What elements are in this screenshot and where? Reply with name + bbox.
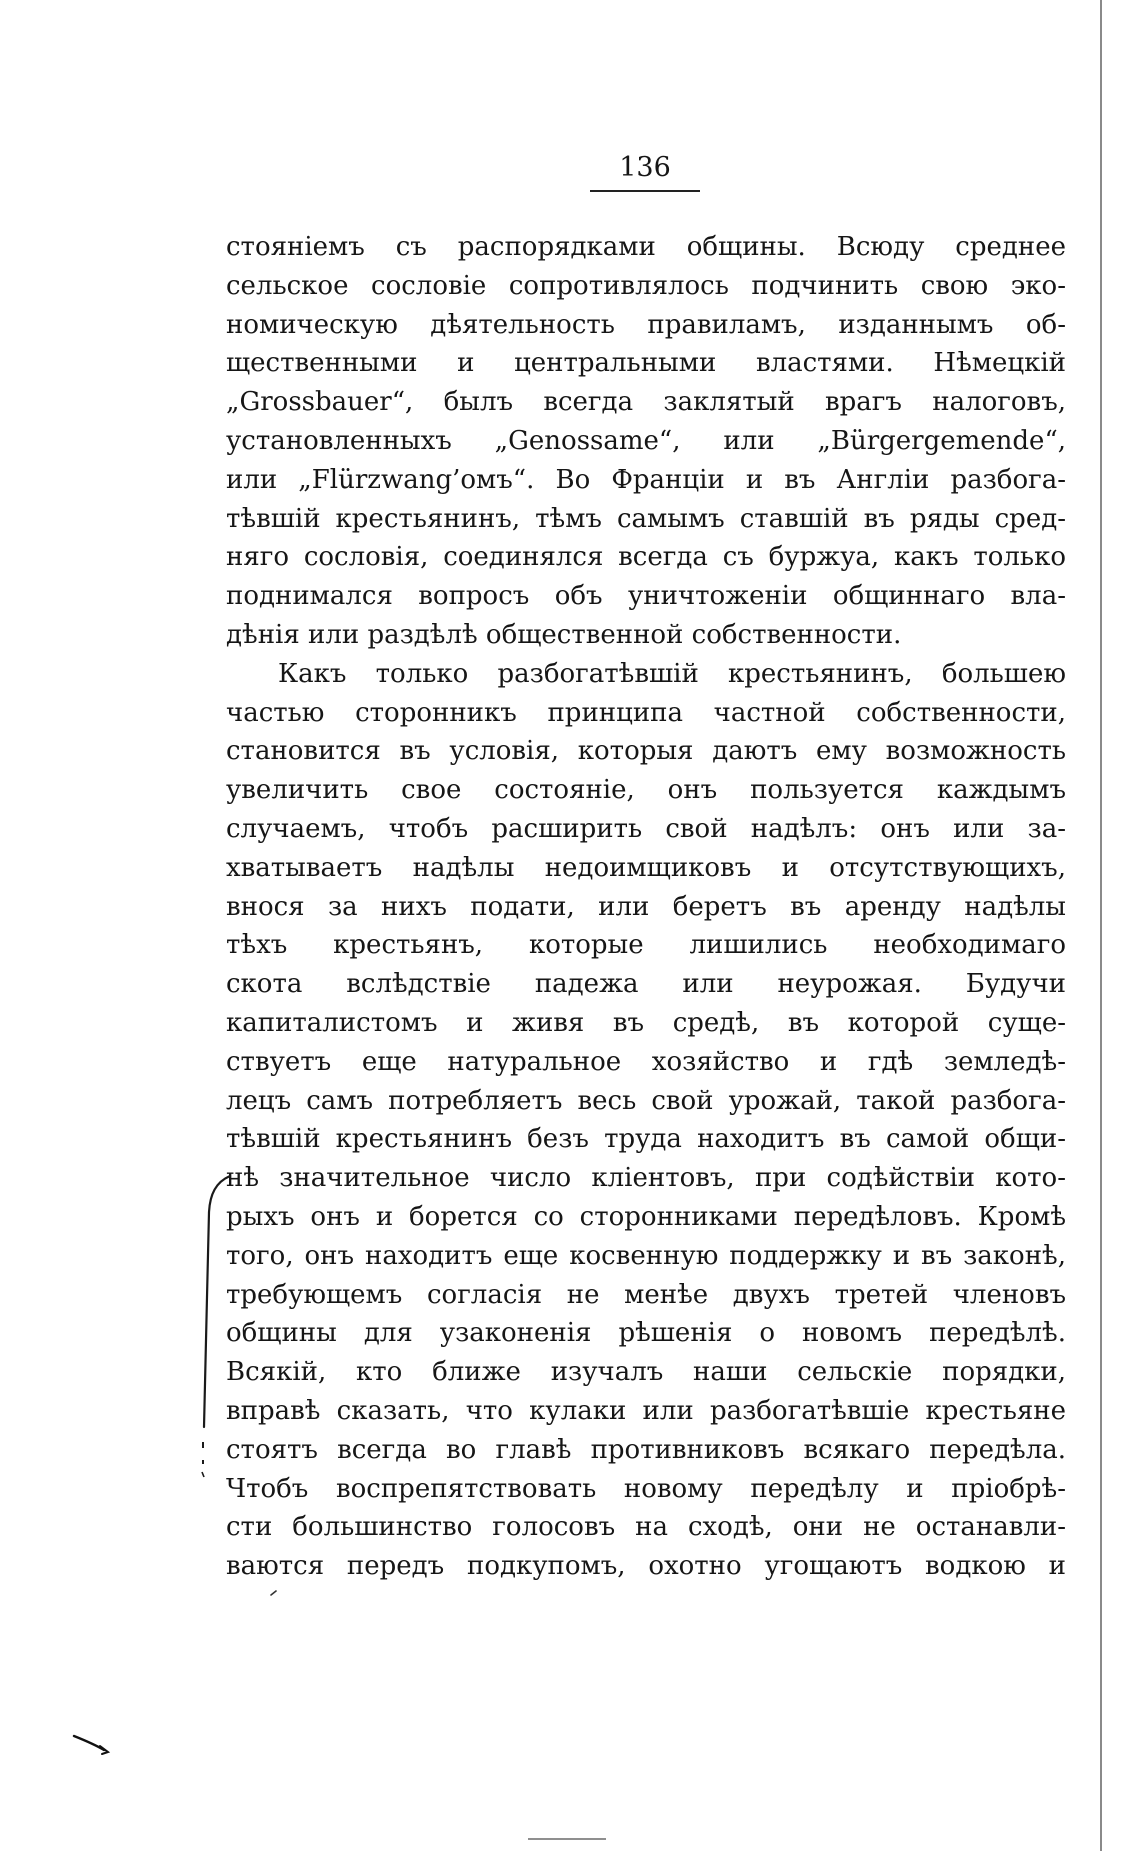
text-line: внося за нихъ подати, или беретъ въ аренду надѣлы: [226, 891, 1066, 922]
text-line: того, онъ находитъ еще косвенную поддержку и въ законѣ,: [226, 1240, 1066, 1271]
body-text: [226, 228, 1066, 1586]
text-line: установленныхъ „Genossame“, или „Bürgergemende“,: [226, 425, 1066, 456]
text-line: Всякій, кто ближе изучалъ наши сельскіе порядки,: [226, 1357, 1066, 1388]
text-line: или „Flürzwang’омъ“. Во Франціи и въ Англіи разбога-: [226, 464, 1066, 495]
text-line: случаемъ, чтобъ расширить свой надѣлъ: онъ или за-: [226, 813, 1066, 844]
text-line: „Grossbauer“, былъ всегда заклятый врагъ налоговъ,: [226, 387, 1066, 418]
text-line: лецъ самъ потребляетъ весь свой урожай, такой разбога-: [226, 1085, 1066, 1116]
text-line: требующемъ согласія не менѣе двухъ третей членовъ: [226, 1279, 1066, 1310]
text-line: сельское сословіе сопротивлялось подчинить свою эко-: [226, 270, 1066, 301]
page-edge-line: [1100, 0, 1102, 1851]
text-line: хватываетъ надѣлы недоимщиковъ и отсутствующихъ,: [226, 852, 1066, 883]
margin-bracket-mark: [194, 1172, 234, 1482]
text-line: сти большинство голосовъ на сходѣ, они не останавли-: [226, 1512, 1066, 1543]
text-line: Чтобъ воспрепятствовать новому передѣлу и пріобрѣ-: [226, 1473, 1066, 1504]
text-line: общины для узаконенія рѣшенія о новомъ передѣлѣ.: [226, 1318, 1066, 1349]
text-line: капиталистомъ и живя въ средѣ, въ которой суще-: [226, 1007, 1066, 1038]
footer-rule: [528, 1838, 606, 1840]
text-line: тѣвшій крестьянинъ безъ труда находитъ въ самой общи-: [226, 1124, 1066, 1155]
pencil-stroke-mark: [70, 1730, 116, 1758]
ink-speck: [268, 1588, 286, 1598]
page-number: 136: [590, 150, 700, 192]
paragraph-2: [226, 655, 1066, 1586]
text-line: ствуетъ еще натуральное хозяйство и гдѣ земледѣ-: [226, 1046, 1066, 1077]
text-line: стояніемъ съ распорядками общины. Всюду среднее: [226, 232, 1066, 262]
text-line: рыхъ онъ и борется со сторонниками передѣловъ. Кромѣ: [226, 1201, 1066, 1232]
text-line: нѣ значительное число кліентовъ, при содѣйствіи кото-: [226, 1163, 1066, 1194]
text-line: стоятъ всегда во главѣ противниковъ всякаго передѣла.: [226, 1434, 1066, 1465]
text-line: увеличить свое состояніе, онъ пользуется каждымъ: [226, 775, 1066, 806]
text-line: Какъ только разбогатѣвшій крестьянинъ, большею: [278, 658, 1066, 689]
paragraph-1: [226, 228, 1066, 655]
text-line: тѣвшій крестьянинъ, тѣмъ самымъ ставшій въ ряды сред-: [226, 503, 1066, 534]
text-line: тѣхъ крестьянъ, которые лишились необходимаго: [226, 930, 1066, 961]
text-line: частью сторонникъ принципа частной собственности,: [226, 697, 1066, 728]
text-line: дѣнія или раздѣлѣ общественной собственности.: [226, 619, 902, 650]
text-line: няго сословія, соединялся всегда съ буржуа, какъ только: [226, 542, 1066, 573]
text-line: становится въ условія, которыя даютъ ему возможность: [226, 736, 1066, 767]
text-line: скота вслѣдствіе падежа или неурожая. Будучи: [226, 969, 1066, 1000]
text-line: поднимался вопросъ объ уничтоженіи общиннаго вла-: [226, 581, 1066, 612]
text-line: номическую дѣятельность правиламъ, изданнымъ об-: [226, 309, 1066, 340]
text-line: вправѣ сказать, что кулаки или разбогатѣвшіе крестьяне: [226, 1395, 1066, 1426]
text-line: ваются передъ подкупомъ, охотно угощаютъ водкою и: [226, 1551, 1066, 1582]
text-line: щественными и центральными властями. Нѣмецкій: [226, 348, 1066, 379]
